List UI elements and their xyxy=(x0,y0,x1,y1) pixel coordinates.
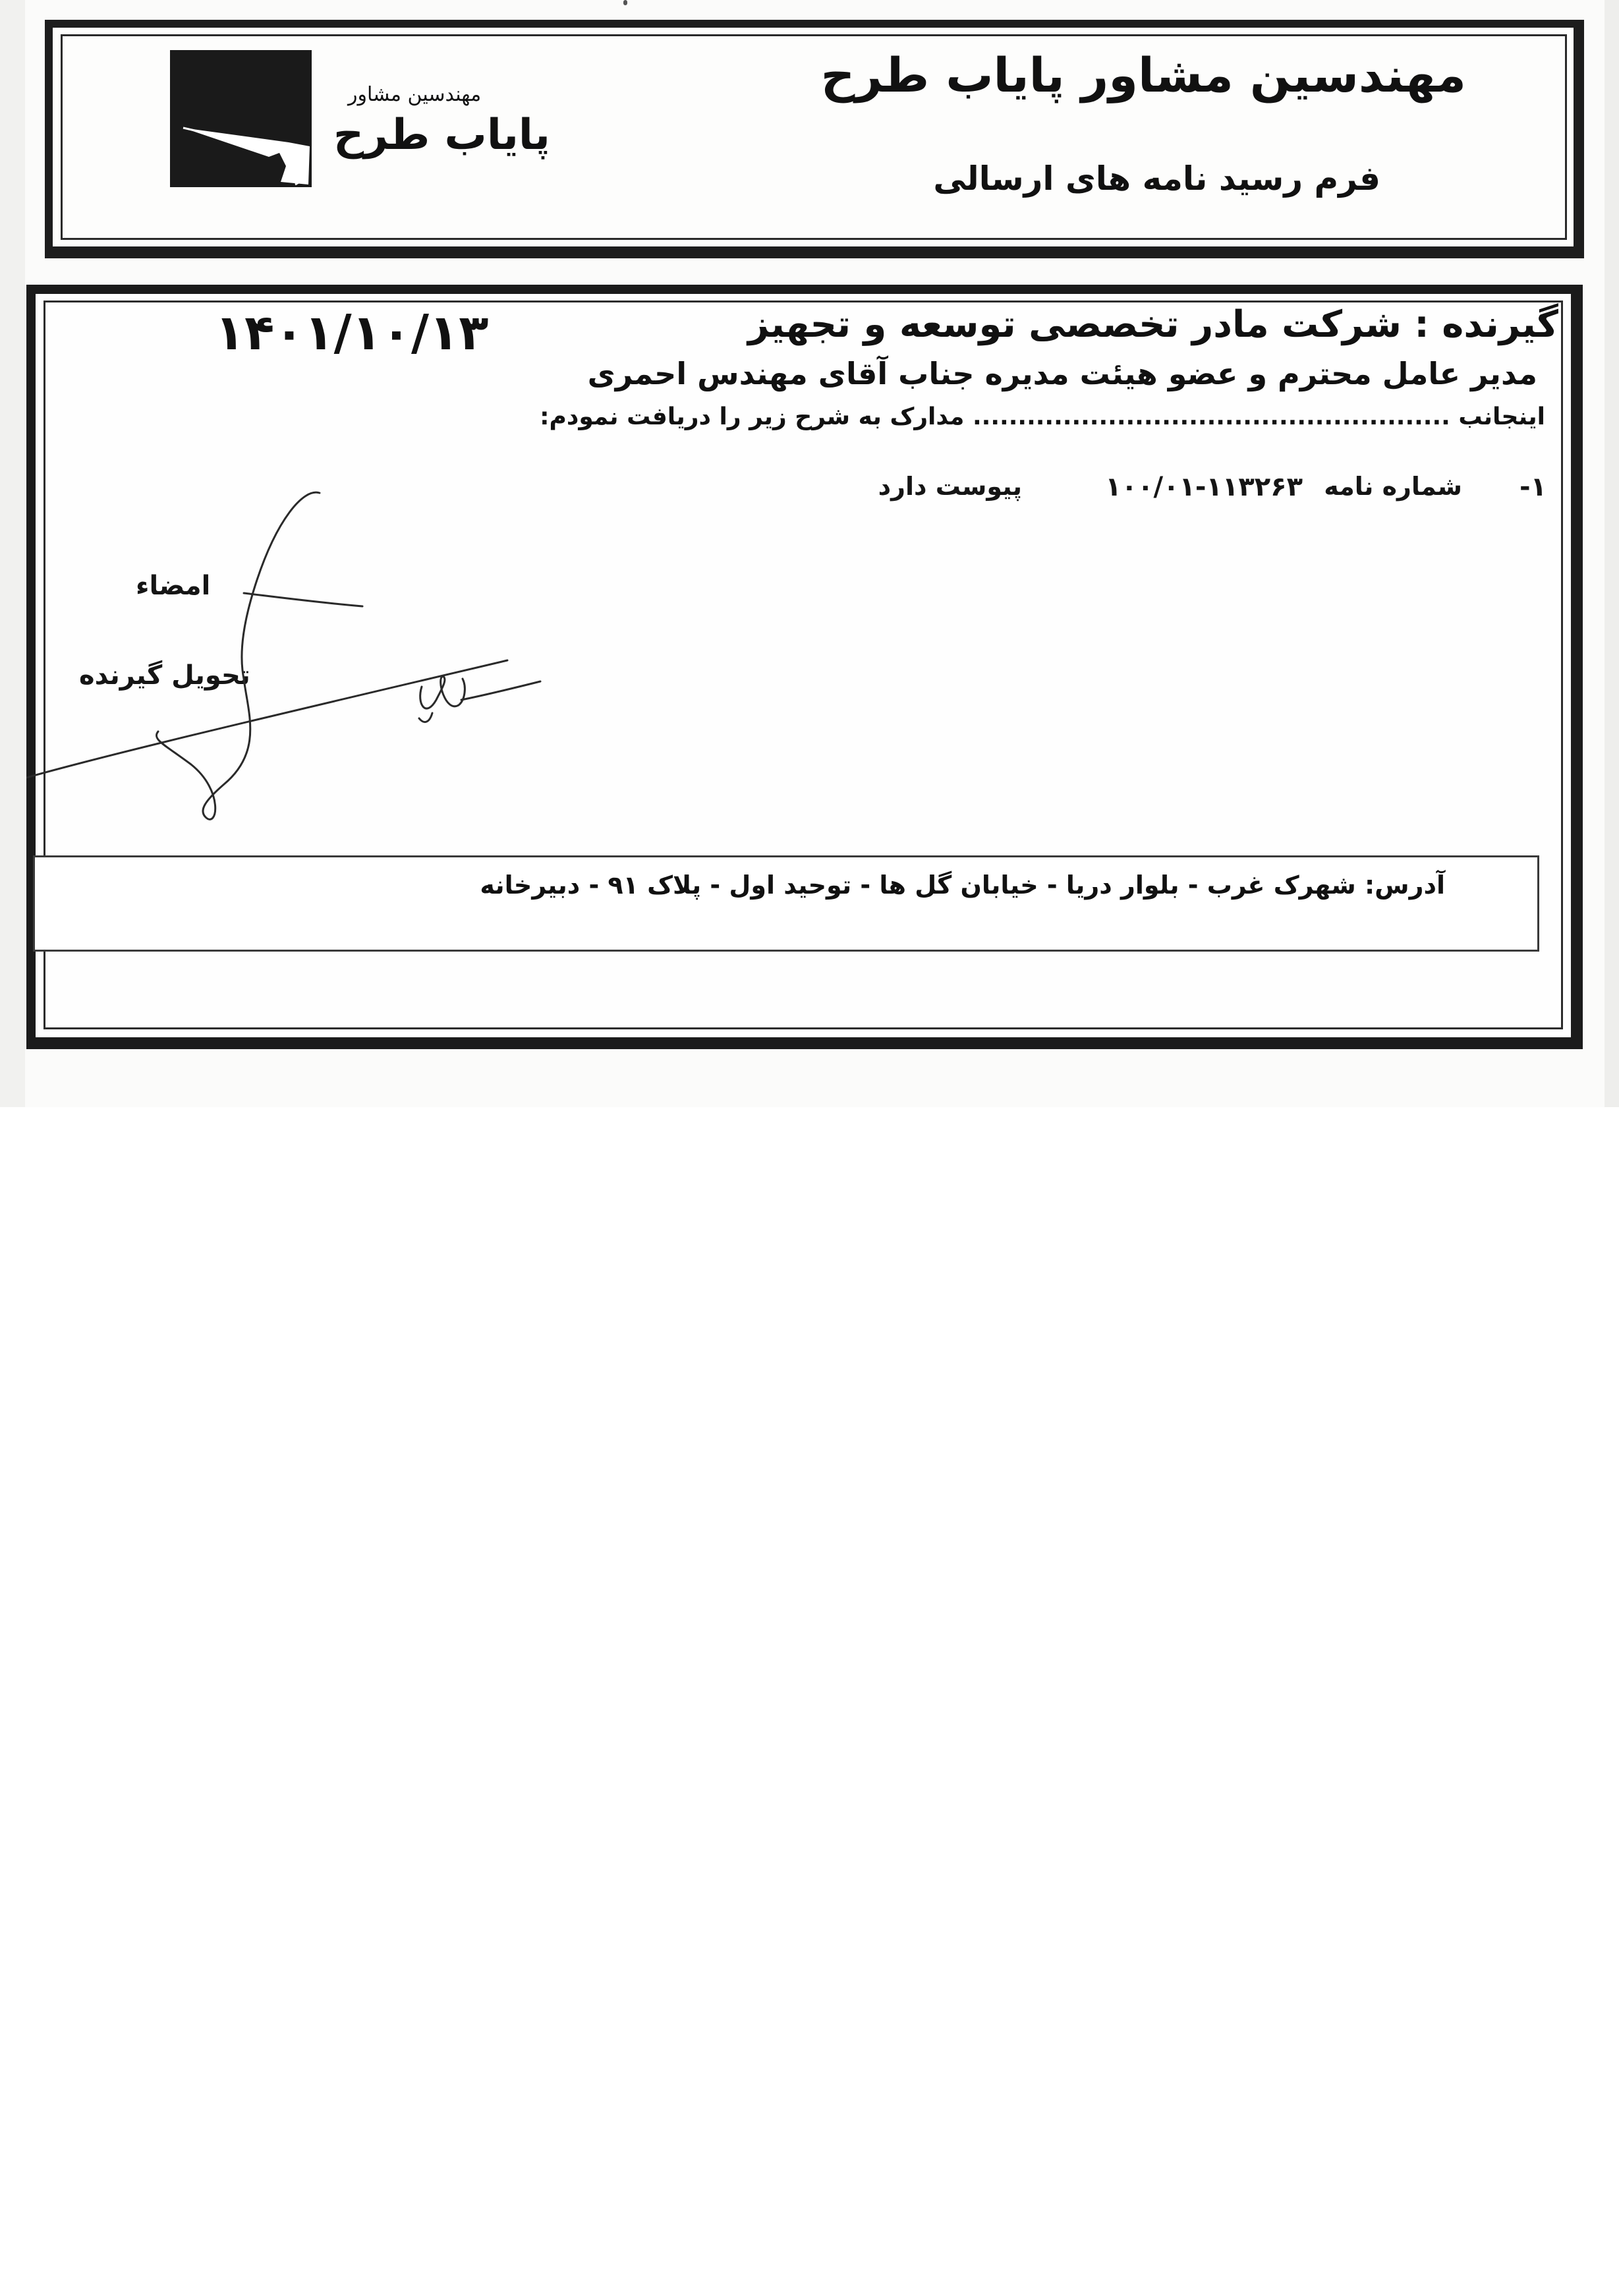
scan-right-edge xyxy=(1605,0,1619,1107)
address-text: آدرس: شهرک غرب - بلوار دریا - خیابان گل ها - توحید اول - پلاک ۹۱ - دبیرخانه xyxy=(480,871,1445,900)
letter-number: ۱۰۰/۰۱-۱۱۳۲۶۳ xyxy=(1105,472,1303,502)
attachment-note: پیوست دارد xyxy=(878,472,1022,501)
letter-date: ۱۴۰۱/۱۰/۱۳ xyxy=(215,304,489,361)
recipient-position: مدیر عامل محترم و عضو هیئت مدیره جناب آقای مهندس احمری xyxy=(587,356,1537,391)
logo-mark-icon xyxy=(170,50,312,187)
scan-left-edge xyxy=(0,0,25,1107)
item-index: ۱- xyxy=(1519,472,1547,502)
receipt-statement: اینجانب ..................................................... مدارک به شرح زیر را دریافت نمودم: xyxy=(540,403,1545,430)
form-title: فرم رسید نامه های ارسالی xyxy=(933,159,1380,198)
signature-label: امضاء xyxy=(136,571,211,601)
address-box xyxy=(33,855,1539,952)
item-label: شماره نامه xyxy=(1324,472,1462,501)
deliverer-label: تحویل گیرنده xyxy=(79,660,250,691)
logo-name: پایاب طرح xyxy=(333,111,550,159)
scan-speck xyxy=(623,0,627,5)
logo-subtitle: مهندسین مشاور xyxy=(348,83,482,106)
handwritten-signature-icon xyxy=(26,481,567,837)
company-name: مهندسین مشاور پایاب طرح xyxy=(820,47,1466,103)
company-logo xyxy=(170,50,559,195)
recipient-line: گیرنده : شرکت مادر تخصصی توسعه و تجهیز xyxy=(747,303,1558,346)
